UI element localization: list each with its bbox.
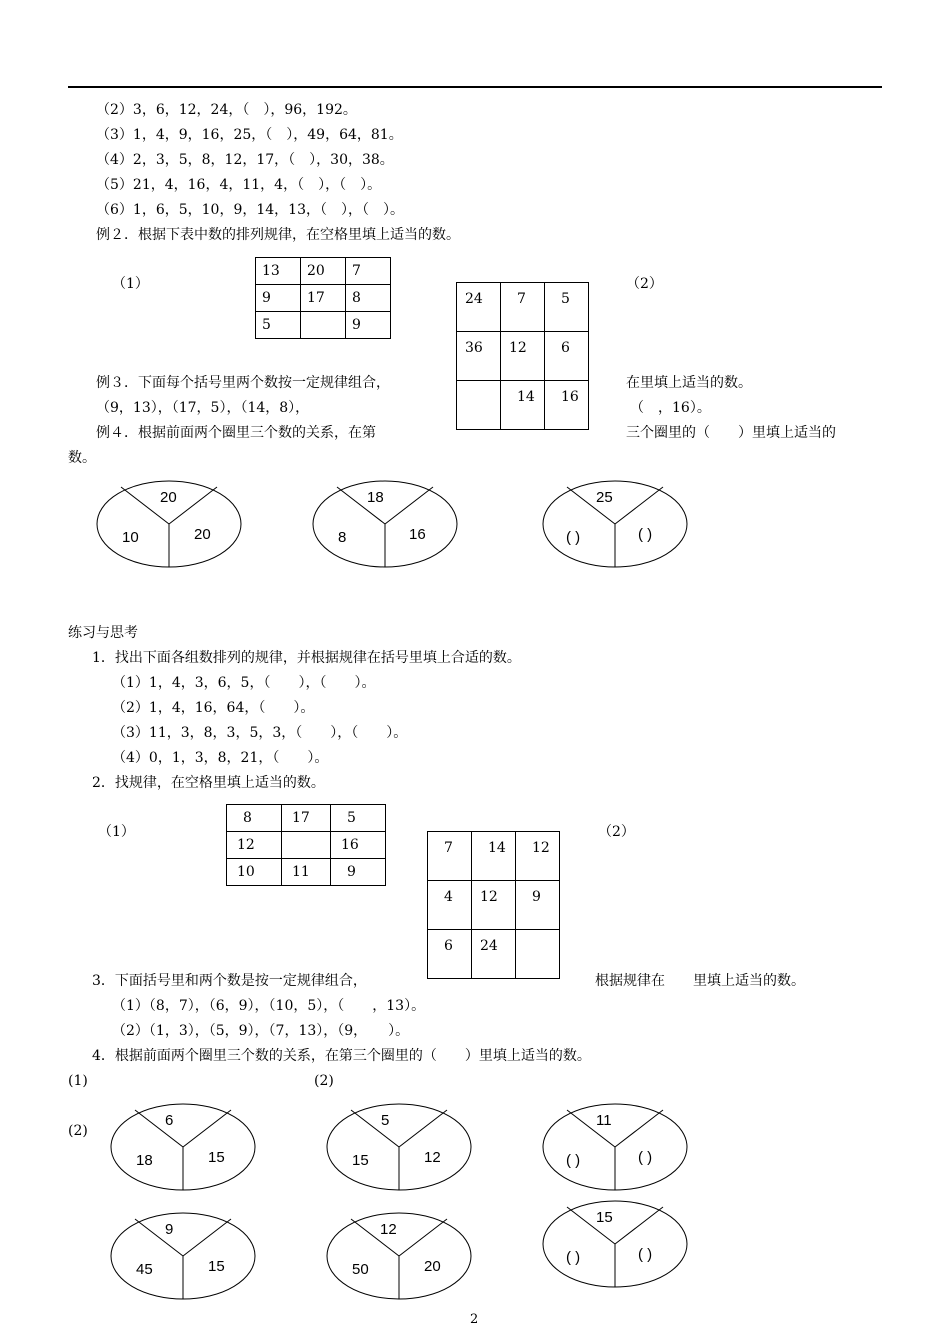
practice-q3-item-1: （1）（8，7），（6，9），（10，5），（ ，13）。: [112, 998, 426, 1014]
oval-top-value: 9: [165, 1221, 174, 1238]
table-cell: 8: [227, 805, 282, 832]
table-cell: 17: [282, 805, 331, 832]
example4-line1-left: 例４．根据前面两个圈里三个数的关系，在第: [96, 425, 376, 441]
oval-right-value: 16: [409, 526, 426, 543]
oval-left-blank: ( ): [566, 1249, 581, 1266]
practice-heading: 练习与思考: [68, 625, 138, 641]
sequence-2: （2）3，6，12，24，（ ），96，192。: [96, 102, 357, 118]
sequence-4: （4）2，3，5，8，12，17，（ ），30，38。: [96, 152, 394, 168]
table-cell: 16: [545, 381, 589, 430]
table-cell: 10: [227, 859, 282, 886]
table-cell: 7: [501, 283, 545, 332]
table-cell: 16: [331, 832, 386, 859]
oval-top-value: 11: [596, 1112, 612, 1129]
practice-q1-item-1: （1）1，4，3，6，5，（ ），（ ）。: [112, 675, 376, 691]
table-cell: 5: [331, 805, 386, 832]
practice-oval-2-2: [326, 1212, 472, 1302]
practice-q3-right: 根据规律在 里填上适当的数。: [595, 973, 805, 989]
table-cell: 7: [428, 832, 472, 881]
sequence-6: （6）1，6，5，10，9，14，13，（ ），（ ）。: [96, 202, 404, 218]
example3-line1-right: 在里填上适当的数。: [626, 375, 752, 391]
oval-left-value: 18: [136, 1152, 153, 1169]
sequence-3: （3）1，4，9，16，25，（ ），49，64，81。: [96, 127, 403, 143]
practice-q4-label-1: (1): [68, 1073, 88, 1089]
table-cell: 5: [256, 312, 301, 339]
practice-q3-left: 3．下面括号里和两个数是按一定规律组合，: [92, 973, 367, 989]
practice-q2-label-1: （1）: [98, 824, 135, 840]
oval-top-value: 12: [380, 1221, 397, 1238]
table-cell: 8: [346, 285, 391, 312]
practice-q2-table-1: [226, 804, 386, 886]
practice-q3-item-2: （2）（1，3），（5，9），（7，13），（9， ）。: [112, 1023, 410, 1039]
example4-oval-3: [542, 480, 688, 570]
example3-line2-left: （9，13），（17，5），（14，8），: [96, 400, 310, 416]
sequence-5: （5）21，4，16，4，11，4，（ ），（ ）。: [96, 177, 382, 193]
table-cell: 7: [346, 258, 391, 285]
oval-left-value: 15: [352, 1152, 369, 1169]
example3-line1-left: 例３．下面每个括号里两个数按一定规律组合，: [96, 375, 390, 391]
table-cell: 12: [472, 881, 516, 930]
oval-right-value: 15: [208, 1149, 225, 1166]
practice-oval-2-3: [542, 1200, 688, 1290]
practice-q1-item-3: （3）11，3，8，3，5，3，（ ），（ ）。: [112, 725, 408, 741]
table-cell: 24: [472, 930, 516, 979]
oval-top-value: 25: [596, 489, 613, 506]
practice-q4: 4．根据前面两个圈里三个数的关系，在第三个圈里的（ ）里填上适当的数。: [92, 1048, 591, 1064]
table-cell: 4: [428, 881, 472, 930]
practice-q2-label-2: （2）: [598, 824, 635, 840]
practice-q1-item-2: （2）1，4，16，64，（ ）。: [112, 700, 315, 716]
oval-left-value: 45: [136, 1261, 153, 1278]
example4-line1-right: 三个圈里的（ ）里填上适当的: [626, 425, 836, 441]
page-number: 2: [470, 1312, 479, 1327]
table-cell: 11: [282, 859, 331, 886]
example2-title: 例２．根据下表中数的排列规律，在空格里填上适当的数。: [96, 227, 460, 243]
oval-left-blank: ( ): [566, 529, 581, 546]
table-cell: 12: [516, 832, 560, 881]
table-cell: [516, 930, 560, 979]
oval-left-value: 50: [352, 1261, 369, 1278]
oval-left-value: 10: [122, 529, 139, 546]
table-cell: [301, 312, 346, 339]
practice-q2-table-2: [427, 831, 560, 979]
table-cell: 9: [256, 285, 301, 312]
oval-right-blank: ( ): [638, 526, 653, 543]
example2-table-2: [456, 282, 589, 430]
table-cell: 5: [545, 283, 589, 332]
table-cell: 9: [346, 312, 391, 339]
practice-q4-label-2b: (2): [68, 1123, 88, 1139]
oval-top-value: 5: [381, 1112, 390, 1129]
practice-q4-label-2a: (2): [314, 1073, 334, 1089]
example2-label-1: （1）: [112, 276, 149, 292]
oval-top-value: 15: [596, 1209, 613, 1226]
table-cell: 20: [301, 258, 346, 285]
example2-table-1: [255, 257, 391, 339]
example3-line2-right: （ ，16）。: [630, 400, 711, 416]
oval-right-value: 15: [208, 1258, 225, 1275]
oval-top-value: 6: [165, 1112, 174, 1129]
oval-right-value: 20: [194, 526, 211, 543]
oval-right-value: 12: [424, 1149, 441, 1166]
table-cell: 13: [256, 258, 301, 285]
table-cell: 9: [331, 859, 386, 886]
example2-label-2: （2）: [626, 276, 663, 292]
table-cell: 24: [457, 283, 501, 332]
practice-q1-item-4: （4）0，1，3，8，21，（ ）。: [112, 750, 329, 766]
practice-oval-1-2: [326, 1103, 472, 1193]
table-cell: 17: [301, 285, 346, 312]
practice-oval-1-3: [542, 1103, 688, 1193]
practice-q2: 2．找规律，在空格里填上适当的数。: [92, 775, 325, 791]
table-cell: 36: [457, 332, 501, 381]
table-cell: 9: [516, 881, 560, 930]
example4-oval-1: [96, 480, 242, 570]
table-cell: 6: [545, 332, 589, 381]
table-cell: 14: [501, 381, 545, 430]
table-cell: 12: [227, 832, 282, 859]
table-cell: 6: [428, 930, 472, 979]
table-cell: [457, 381, 501, 430]
oval-right-value: 20: [424, 1258, 441, 1275]
table-cell: 14: [472, 832, 516, 881]
practice-oval-1-1: [110, 1103, 256, 1193]
header-rule: [68, 86, 882, 88]
oval-left-value: 8: [338, 529, 347, 546]
oval-left-blank: ( ): [566, 1152, 581, 1169]
oval-right-blank: ( ): [638, 1246, 653, 1263]
oval-top-value: 18: [367, 489, 384, 506]
table-cell: [282, 832, 331, 859]
example4-line2: 数。: [68, 450, 96, 466]
table-cell: 12: [501, 332, 545, 381]
practice-q1: 1．找出下面各组数排列的规律，并根据规律在括号里填上合适的数。: [92, 650, 521, 666]
practice-oval-2-1: [110, 1212, 256, 1302]
oval-right-blank: ( ): [638, 1149, 653, 1166]
example4-oval-2: [312, 480, 458, 570]
oval-top-value: 20: [160, 489, 177, 506]
